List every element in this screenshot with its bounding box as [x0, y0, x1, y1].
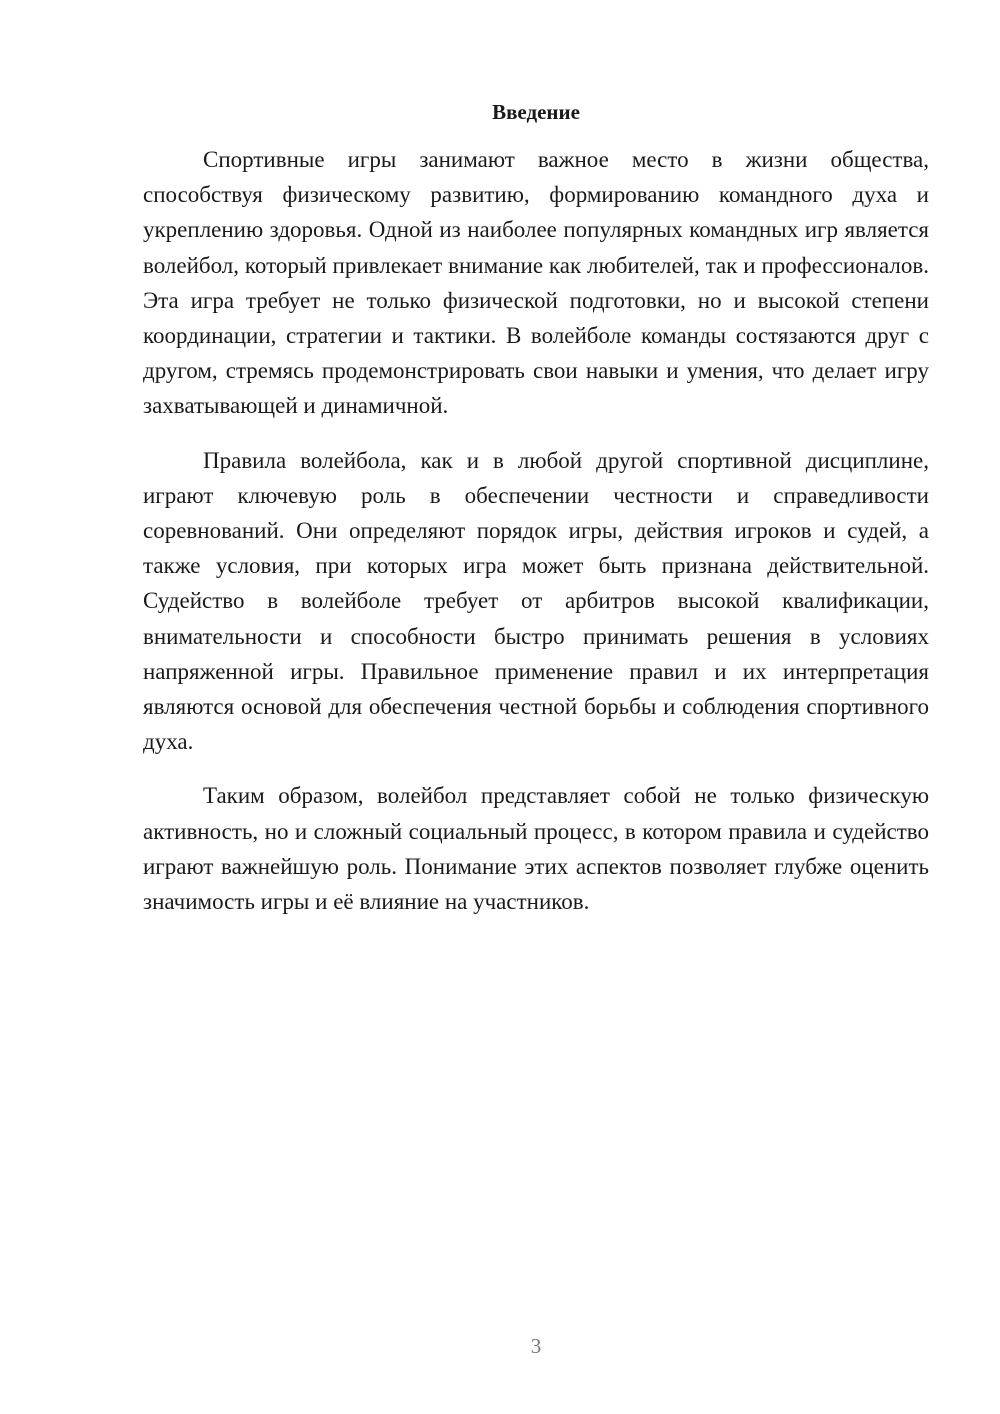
paragraph-3: Таким образом, волейбол представляет собой не только физическую активность, но и сложный социальный процесс, в котором правила и судейство играют важнейшую роль. Понимание этих аспектов позволяет глубже оценить значимость игры и её влияние на участников. — [143, 783, 929, 915]
paragraph-1: Спортивные игры занимают важное место в жизни общества, способствуя физическому развитию, формированию командного духа и укреплению здоровья. Одной из наиболее популярных командных игр является волейбол, который привлекает внимание как любителей, так и профессионалов. Эта игра требует не только физической подготовки, но и высокой степени координации, стратегии и тактики. В волейболе команды состязаются друг с другом, стремясь продемонстрировать свои навыки и умения, что делает игру захватывающей и динамичной. — [143, 147, 929, 419]
body-text — [143, 142, 929, 919]
section-heading: Введение — [492, 100, 580, 124]
paragraph-2: Правила волейбола, как и в любой другой спортивной дисциплине, играют ключевую роль в обеспечении честности и справедливости соревнований. Они определяют порядок игры, действия игроков и судей, а также условия, при которых игра может быть признана действительной. Судейство в волейболе требует от арбитров высокой квалификации, внимательности и способности быстро принимать решения в условиях напряженной игры. Правильное применение правил и их интерпретация являются основой для обеспечения честной борьбы и соблюдения спортивного духа. — [143, 447, 929, 755]
page-number: 3 — [530, 1334, 542, 1358]
